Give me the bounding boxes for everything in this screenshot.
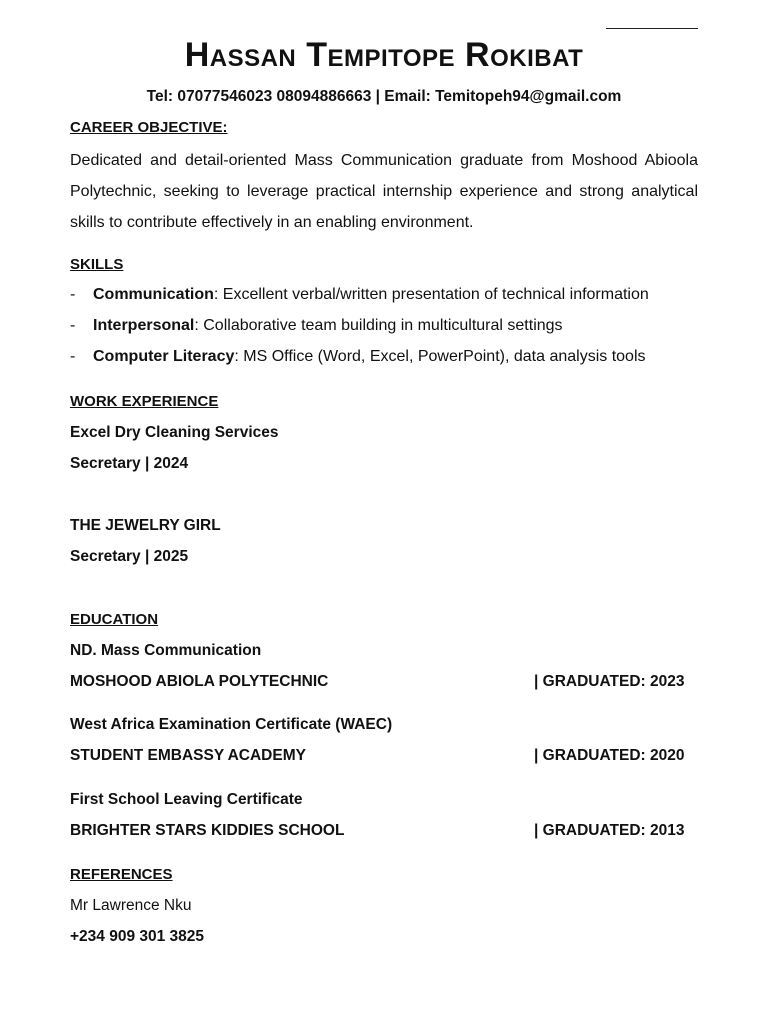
job-role: Secretary | 2025: [70, 548, 189, 565]
skill-description: : Collaborative team building in multicultural settings: [194, 317, 563, 334]
education-school: MOSHOOD ABIOLA POLYTECHNIC: [70, 673, 329, 690]
education-qualification: West Africa Examination Certificate (WAEC): [70, 716, 393, 733]
bullet-dash: -: [70, 286, 76, 303]
job-company: THE JEWELRY GIRL: [70, 517, 221, 534]
bullet-dash: -: [70, 317, 76, 334]
education-graduated: | GRADUATED: 2023: [534, 673, 685, 690]
education-qualification: First School Leaving Certificate: [70, 791, 303, 808]
reference-name: Mr Lawrence Nku: [70, 897, 192, 914]
contact-line: Tel: 07077546023 08094886663 | Email: Temitopeh94@gmail.com: [146, 88, 622, 105]
education-graduated: | GRADUATED: 2013: [534, 822, 685, 839]
work-experience-heading: WORK EXPERIENCE: [70, 393, 219, 410]
references-heading: REFERENCES: [70, 866, 173, 883]
bullet-dash: -: [70, 348, 76, 365]
skills-heading: SKILLS: [70, 256, 124, 273]
career-objective-heading: CAREER OBJECTIVE:: [70, 119, 228, 136]
top-rule: [606, 28, 698, 29]
skill-name: Communication: [93, 286, 214, 303]
education-school: BRIGHTER STARS KIDDIES SCHOOL: [70, 822, 345, 839]
education-school: STUDENT EMBASSY ACADEMY: [70, 747, 306, 764]
skill-item: [70, 317, 563, 335]
education-graduated: | GRADUATED: 2020: [534, 747, 685, 764]
education-heading: EDUCATION: [70, 611, 159, 628]
career-objective-text: Dedicated and detail-oriented Mass Communication graduate from Moshood Abioola Polytechnic, seeking to leverage practical internship experience and strong analytical skills to contribute effectively in an enabling environment.: [70, 152, 698, 231]
skill-name: Computer Literacy: [93, 348, 235, 365]
skill-item: [70, 286, 649, 304]
skill-description: : Excellent verbal/written presentation of technical information: [213, 286, 649, 303]
skill-description: : MS Office (Word, Excel, PowerPoint), data analysis tools: [234, 348, 646, 365]
candidate-name: Hassan Tempitope Rokibat: [184, 36, 584, 74]
skill-item: [70, 348, 646, 366]
job-company: Excel Dry Cleaning Services: [70, 424, 279, 441]
job-role: Secretary | 2024: [70, 455, 189, 472]
education-qualification: ND. Mass Communication: [70, 642, 262, 659]
skill-name: Interpersonal: [93, 317, 195, 334]
reference-phone: +234 909 301 3825: [70, 928, 205, 945]
